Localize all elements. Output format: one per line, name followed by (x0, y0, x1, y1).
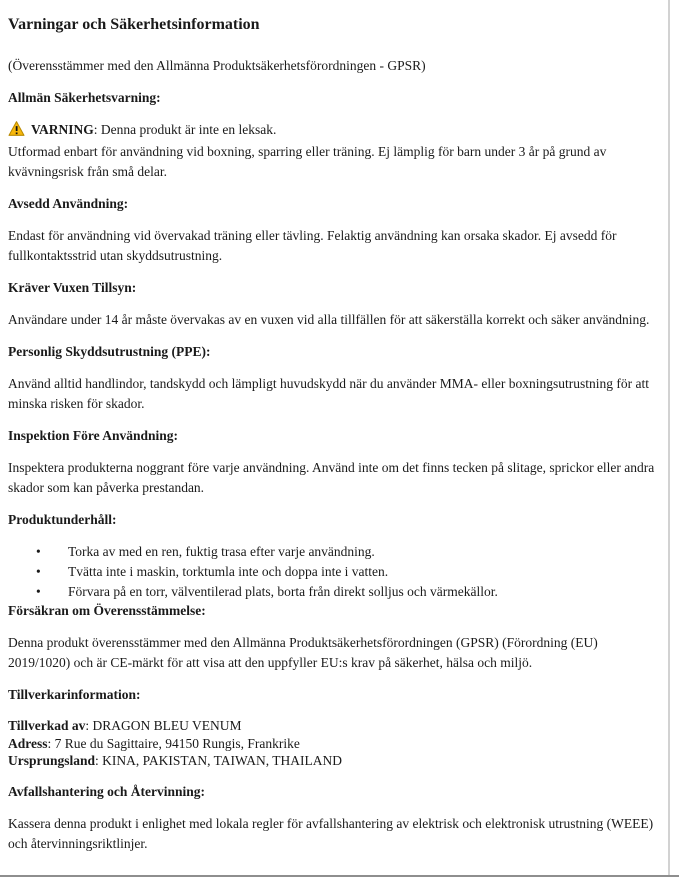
inspection-paragraph: Inspektera produkterna noggrant före varje användning. Använd inte om det finns tecken på slitage, sprickor eller andra skador som kan påverka prestandan. (8, 460, 655, 495)
section-heading-general-warning: Allmän Säkerhetsvarning: (8, 90, 161, 105)
warning-body-text: Utformad enbart för användning vid boxning, sparring eller träning. Ej lämplig för barn under 3 år på grund av kvävningsrisk från små delar. (8, 144, 607, 179)
ppe-paragraph: Använd alltid handlindor, tandskydd och lämpligt huvudskydd när du använder MMA- eller boxningsutrustning för att minska risken för skador. (8, 376, 649, 411)
adult-supervision-paragraph: Användare under 14 år måste övervakas av en vuxen vid alla tillfällen för att säkerställa korrekt och säker användning. (8, 312, 650, 327)
disposal-paragraph: Kassera denna produkt i enlighet med lokala regler för avfallshantering av elektrisk och elektronisk utrustning (WEEE) och återvinningsriktlinjer. (8, 815, 654, 851)
bullet-item: • Torka av med en ren, fuktig trasa efter varje användning. (36, 542, 657, 562)
bullet-item: • Förvara på en torr, välventilerad plats, borta från direkt solljus och värmekällor. (36, 582, 657, 602)
manufacturer-name-label: Tillverkad av (8, 718, 86, 733)
manufacturer-info-block (8, 717, 657, 770)
conformity-paragraph: Denna produkt överensstämmer med den Allmänna Produktsäkerhetsförordningen (GPSR) (Förordning (EU) 2019/1020) och är CE-märkt för att visa att den uppfyller EU:s krav på säkerhet, hälsa och miljö. (8, 635, 598, 670)
maintenance-bullet-list (8, 542, 657, 602)
gpsr-subtitle: (Överensstämmer med den Allmänna Produktsäkerhetsförordningen - GPSR) (8, 58, 426, 73)
section-heading-inspection: Inspektion Före Användning: (8, 428, 179, 443)
manufacturer-address-row (8, 735, 657, 753)
page-title: Varningar och Säkerhetsinformation (8, 16, 260, 33)
section-heading-maintenance: Produktunderhåll: (8, 512, 117, 527)
section-heading-intended-use: Avsedd Användning: (8, 196, 129, 211)
manufacturer-name-row (8, 717, 657, 735)
warning-text: : Denna produkt är inte en leksak. (93, 122, 277, 137)
intended-use-paragraph: Endast för användning vid övervakad träning eller tävling. Felaktig användning kan orsaka skador. Ej avsedd för fullkontaktsstrid utan skyddsutrustning. (8, 228, 617, 263)
manufacturer-address-value: : 7 Rue du Sagittaire, 94150 Rungis, Frankrike (47, 735, 300, 751)
manufacturer-origin-label: Ursprungsland (8, 753, 96, 768)
section-heading-manufacturer: Tillverkarinformation: (8, 687, 141, 702)
page-right-edge-line (668, 0, 670, 877)
manufacturer-name-value: : DRAGON BLEU VENUM (85, 718, 242, 733)
manufacturer-origin-value: : KINA, PAKISTAN, TAIWAN, THAILAND (95, 753, 343, 768)
warning-paragraph (8, 120, 657, 182)
bullet-item: • Tvätta inte i maskin, torktumla inte och doppa inte i vatten. (36, 562, 657, 582)
section-heading-disposal: Avfallshantering och Återvinning: (8, 783, 206, 799)
section-heading-conformity: Försäkran om Överensstämmelse: (8, 603, 206, 618)
warning-label: VARNING (31, 122, 94, 137)
section-heading-ppe: Personlig Skyddsutrustning (PPE): (8, 344, 211, 359)
manufacturer-origin-row (8, 752, 657, 770)
manufacturer-address-label: Adress (8, 735, 48, 751)
section-heading-adult-supervision: Kräver Vuxen Tillsyn: (8, 280, 137, 295)
warning-triangle-icon (8, 121, 25, 142)
